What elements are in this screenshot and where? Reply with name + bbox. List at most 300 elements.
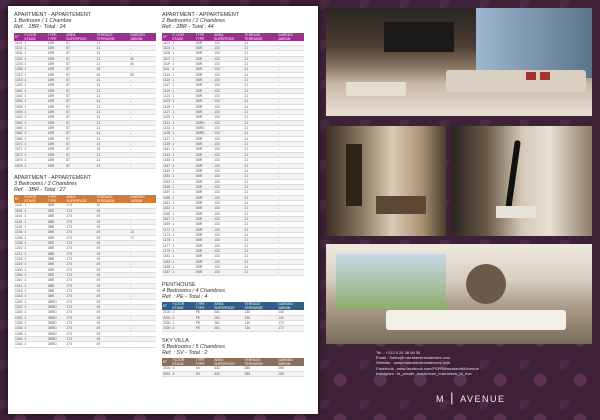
table-cell: 21 bbox=[243, 115, 277, 120]
table-cell: 72 bbox=[129, 235, 156, 240]
table-cell: 130 bbox=[243, 326, 277, 331]
table-cell: 21 bbox=[243, 120, 277, 125]
table-cell: 1173 bbox=[163, 232, 171, 237]
table-cell: 87 bbox=[65, 72, 95, 77]
table-cell: 1147 bbox=[163, 163, 171, 168]
table-cell: 1 bbox=[171, 152, 194, 157]
table-cell: 3BR bbox=[47, 230, 66, 235]
table-cell: 3BR bbox=[47, 203, 66, 208]
table-cell: 133 bbox=[213, 115, 243, 120]
sectional-sofa-shape bbox=[386, 310, 566, 330]
table-cell: 21 bbox=[243, 216, 277, 221]
table-cell: - bbox=[277, 152, 304, 157]
table-cell: - bbox=[277, 110, 304, 115]
table-cell: 1BR bbox=[47, 99, 65, 104]
table-cell: 133 bbox=[213, 158, 243, 163]
table-cell: 3BRD bbox=[47, 342, 66, 347]
table-cell: 29 bbox=[95, 235, 129, 240]
table-cell: 1BR bbox=[47, 131, 65, 136]
table-cell: 1BR bbox=[47, 51, 65, 56]
table-cell: 1 bbox=[171, 147, 194, 152]
table-cell: 21 bbox=[243, 243, 277, 248]
table-cell: 1 bbox=[24, 246, 47, 251]
table-cell: 133 bbox=[213, 195, 243, 200]
table-cell: - bbox=[129, 120, 156, 125]
table-cell: 21 bbox=[243, 265, 277, 270]
table-cell: - bbox=[129, 78, 156, 83]
table-cell: - bbox=[277, 179, 304, 184]
table-cell: 30 bbox=[129, 61, 156, 66]
table-cell: - bbox=[129, 310, 156, 315]
section-title: SKY VILLA bbox=[162, 337, 189, 344]
table-cell: 1109 bbox=[163, 61, 171, 66]
table-cell: 1 bbox=[171, 232, 194, 237]
table-cell: - bbox=[129, 321, 156, 326]
section-ref: Ref. : 1BR - Total : 24 bbox=[14, 24, 66, 31]
table-cell: - bbox=[277, 115, 304, 120]
table-cell: 1BR bbox=[47, 104, 65, 109]
table-cell: 173 bbox=[65, 315, 95, 320]
table-cell: 3BR bbox=[47, 224, 66, 229]
table-cell: 133 bbox=[213, 41, 243, 46]
table-cell: 21 bbox=[95, 163, 129, 168]
table-cell: PE bbox=[195, 310, 213, 315]
table-cell: 3BRD bbox=[47, 331, 66, 336]
section-ref: Ref. : 2BR - Total : 44 bbox=[162, 24, 214, 31]
table-cell: 1BR bbox=[47, 78, 65, 83]
table-cell: 21 bbox=[243, 99, 277, 104]
table-cell: 3BR bbox=[47, 214, 66, 219]
table-cell: - bbox=[129, 110, 156, 115]
table-cell: 21 bbox=[95, 61, 129, 66]
table-cell: - bbox=[129, 67, 156, 72]
table-cell: 1571 bbox=[15, 147, 23, 152]
table-cell: 1210 bbox=[15, 246, 23, 251]
table-cell: 3BR bbox=[47, 283, 66, 288]
table-cell: - bbox=[129, 278, 156, 283]
table-cell: - bbox=[277, 51, 304, 56]
table-cell: - bbox=[277, 232, 304, 237]
table-cell: 1 bbox=[171, 104, 194, 109]
table-cell: 3BRD bbox=[47, 326, 66, 331]
table-cell: 133 bbox=[213, 238, 243, 243]
table-cell: 1 bbox=[171, 265, 194, 270]
table-cell: 21 bbox=[243, 200, 277, 205]
table-cell: 21 bbox=[243, 61, 277, 66]
table-cell: 2BR bbox=[195, 67, 214, 72]
table-cell: 173 bbox=[65, 251, 95, 256]
table-cell: 133 bbox=[213, 211, 243, 216]
table-cell: 1155 bbox=[163, 184, 171, 189]
table-cell: 87 bbox=[65, 152, 95, 157]
table-cell: 1 bbox=[24, 67, 47, 72]
table-cell: 133 bbox=[213, 72, 243, 77]
table-cell: 2BR bbox=[195, 195, 214, 200]
table-cell: 2BR bbox=[195, 211, 214, 216]
table-cell: - bbox=[129, 88, 156, 93]
table-cell: 173 bbox=[65, 256, 95, 261]
table-cell: 1 bbox=[24, 41, 47, 46]
column-header: TYPE TYPE bbox=[195, 302, 213, 310]
table-cell: - bbox=[277, 195, 304, 200]
price-list-page bbox=[8, 6, 318, 414]
table-row bbox=[14, 163, 156, 168]
price-section bbox=[162, 282, 304, 332]
table-cell: 133 bbox=[213, 168, 243, 173]
table-cell: 1BR bbox=[47, 56, 65, 61]
table-cell: 1 bbox=[24, 56, 47, 61]
table-cell: 133 bbox=[213, 136, 243, 141]
column-header: TERRACE TERRASSE bbox=[243, 33, 277, 41]
table-cell: - bbox=[277, 259, 304, 264]
table-cell: 432 bbox=[213, 366, 243, 371]
table-cell: - bbox=[129, 163, 156, 168]
table-cell: 133 bbox=[213, 174, 243, 179]
table-cell: 2BR bbox=[195, 168, 214, 173]
table-cell: 2BR bbox=[195, 259, 214, 264]
table-cell: 1BR bbox=[47, 94, 65, 99]
table-cell: 21 bbox=[95, 104, 129, 109]
table-cell: 1185 bbox=[163, 265, 171, 270]
table-cell: 21 bbox=[243, 211, 277, 216]
table-cell: 3BR bbox=[47, 251, 66, 256]
column-header: AREA SUPERFICIE bbox=[213, 302, 243, 310]
table-header-row bbox=[14, 195, 156, 203]
table-cell: 1338 bbox=[15, 331, 23, 336]
table-cell: 1402 bbox=[15, 94, 23, 99]
table-cell: 87 bbox=[65, 115, 95, 120]
table-cell: 133 bbox=[213, 190, 243, 195]
table-cell: 1506 bbox=[15, 110, 23, 115]
table-cell: 21 bbox=[243, 222, 277, 227]
table-cell: - bbox=[277, 131, 304, 136]
table-cell: - bbox=[129, 41, 156, 46]
table-cell: 133 bbox=[213, 83, 243, 88]
table-cell: 1103 bbox=[163, 45, 171, 50]
table-cell: 3BR bbox=[47, 208, 66, 213]
table-cell: 1201 bbox=[15, 56, 23, 61]
table-cell: 1203 bbox=[15, 61, 23, 66]
table-cell: 1318 bbox=[15, 294, 23, 299]
table-cell: 1 bbox=[171, 78, 194, 83]
table-cell: 3BR bbox=[47, 235, 66, 240]
table-cell: - bbox=[129, 158, 156, 163]
table-cell: 21 bbox=[243, 45, 277, 50]
table-cell: 2BR bbox=[195, 249, 214, 254]
table-cell: 1183 bbox=[163, 259, 171, 264]
table-cell: 1BR bbox=[47, 126, 65, 131]
table-cell: 87 bbox=[65, 41, 95, 46]
table-cell: 2BR bbox=[195, 184, 214, 189]
table-cell: 1BR bbox=[47, 88, 65, 93]
table-cell: 1181 bbox=[163, 254, 171, 259]
table-cell: 1322 bbox=[15, 305, 23, 309]
table-cell: 2 bbox=[24, 342, 47, 347]
table-cell: 29 bbox=[95, 321, 129, 326]
table-cell: 21 bbox=[95, 152, 129, 157]
table-cell: 2BR bbox=[195, 243, 214, 248]
table-cell: - bbox=[129, 203, 156, 208]
table-cell: 2 bbox=[24, 326, 47, 331]
table-cell: 173 bbox=[65, 235, 95, 240]
table-cell: 140 bbox=[277, 310, 304, 315]
section-subtitle: 3 Bedrooms / 3 Chambres bbox=[14, 181, 77, 188]
table-cell: 1340 bbox=[15, 337, 23, 342]
table-cell: 1212 bbox=[15, 251, 23, 256]
table-cell: 29 bbox=[95, 230, 129, 235]
table-cell: 1 bbox=[171, 110, 194, 115]
table-cell: 2 bbox=[24, 310, 47, 315]
table-cell: 21 bbox=[95, 131, 129, 136]
table-cell: 140 bbox=[277, 315, 304, 320]
table-cell: 2BR bbox=[195, 110, 214, 115]
table-cell: 1218 bbox=[15, 256, 23, 261]
table-cell: 1308 bbox=[15, 67, 23, 72]
table-cell: - bbox=[129, 51, 156, 56]
column-header: N° bbox=[162, 358, 172, 366]
table-cell: 1320 bbox=[15, 83, 23, 88]
table-cell: - bbox=[277, 206, 304, 211]
table-cell: 29 bbox=[95, 251, 129, 256]
table-cell: 2BR bbox=[195, 227, 214, 232]
wall-art-shape bbox=[466, 264, 506, 304]
column-header: AREA SUPERFICIE bbox=[65, 33, 95, 41]
table-cell: 21 bbox=[243, 195, 277, 200]
table-cell: 87 bbox=[65, 51, 95, 56]
table-cell: 1318 bbox=[15, 78, 23, 83]
table-cell: 1 bbox=[171, 174, 194, 179]
table-cell: 87 bbox=[65, 94, 95, 99]
table-cell: 1 bbox=[171, 238, 194, 243]
console-shape bbox=[376, 196, 426, 214]
table-cell: 3 bbox=[172, 366, 195, 371]
table-cell: 133 bbox=[213, 163, 243, 168]
table-cell: 173 bbox=[65, 321, 95, 326]
right-column bbox=[162, 12, 304, 383]
table-cell: 290 bbox=[277, 366, 304, 371]
table-cell: 1107 bbox=[163, 56, 171, 61]
table-cell: 29 bbox=[95, 326, 129, 331]
table-header-row bbox=[162, 302, 304, 310]
table-cell: - bbox=[277, 142, 304, 147]
table-cell: 1BR bbox=[47, 45, 65, 50]
table-cell: 1 bbox=[171, 168, 194, 173]
table-cell: - bbox=[277, 238, 304, 243]
table-cell: - bbox=[129, 214, 156, 219]
table-cell: 1576 bbox=[15, 158, 23, 163]
table-cell: 1206 bbox=[15, 235, 23, 240]
table-cell: 1115 bbox=[163, 78, 171, 83]
table-cell: SV bbox=[195, 366, 213, 371]
table-cell: - bbox=[277, 211, 304, 216]
table-row bbox=[162, 326, 304, 331]
table-cell: PE bbox=[195, 326, 213, 331]
table-cell: 1 bbox=[24, 83, 47, 88]
table-cell: 133 bbox=[213, 265, 243, 270]
column-header: FLOOR ETAGE bbox=[171, 33, 194, 41]
table-cell: 15 bbox=[95, 142, 129, 147]
table-cell: 30 bbox=[129, 56, 156, 61]
table-cell: 1 bbox=[171, 222, 194, 227]
living-room-photo bbox=[326, 8, 592, 116]
table-cell: 1100 bbox=[15, 203, 23, 208]
table-cell: 1565 bbox=[15, 136, 23, 141]
table-cell: 2 bbox=[24, 136, 47, 141]
table-cell: 21 bbox=[243, 142, 277, 147]
price-section bbox=[14, 175, 156, 348]
table-cell: 87 bbox=[65, 147, 95, 152]
pedestal-shape bbox=[496, 206, 536, 218]
table-cell: 2 bbox=[24, 337, 47, 342]
contact-email[interactable]: Email : Sales@marrakechresidences.com bbox=[376, 355, 451, 361]
table-cell: 2BR bbox=[195, 41, 214, 46]
table-cell: 2 bbox=[172, 326, 195, 331]
table-cell: 281 bbox=[213, 310, 243, 315]
table-cell: 2 bbox=[24, 267, 47, 272]
table-cell: 1149 bbox=[163, 168, 171, 173]
table-cell: 133 bbox=[213, 227, 243, 232]
table-cell: 1165 bbox=[163, 211, 171, 216]
table-cell: 29 bbox=[95, 331, 129, 336]
table-cell: 2 bbox=[24, 120, 47, 125]
table-cell: - bbox=[129, 337, 156, 342]
table-cell: - bbox=[129, 331, 156, 336]
table-cell: - bbox=[129, 246, 156, 251]
table-cell: 2BR bbox=[195, 56, 214, 61]
table-cell: 1BR bbox=[47, 67, 65, 72]
column-header: TERRACE TERRASSE bbox=[243, 302, 277, 310]
table-cell: 21 bbox=[243, 126, 277, 131]
table-cell: 1 bbox=[171, 83, 194, 88]
table-cell: 1BR bbox=[47, 110, 65, 115]
table-cell: 2 bbox=[24, 278, 47, 283]
table-cell: 133 bbox=[213, 131, 243, 136]
table-cell: 3BR bbox=[47, 262, 66, 267]
section-subtitle: 4 Bedrooms / 4 Chambres bbox=[162, 287, 225, 294]
table-cell: 1312 bbox=[15, 72, 23, 77]
table-cell: 2BR bbox=[195, 104, 214, 109]
table-cell: 3BR bbox=[47, 267, 66, 272]
table-cell: 1 bbox=[24, 88, 47, 93]
table-cell: 1310 bbox=[15, 278, 23, 283]
section-heading bbox=[162, 338, 304, 357]
table-cell: 3BRD bbox=[47, 315, 66, 320]
table-cell: 1102 bbox=[15, 40, 23, 45]
table-cell: 87 bbox=[65, 78, 95, 83]
column-header: N° bbox=[14, 195, 24, 203]
table-cell: 281 bbox=[213, 326, 243, 331]
table-cell: 21 bbox=[95, 136, 129, 141]
table-cell: 133 bbox=[213, 243, 243, 248]
table-cell: 1139 bbox=[163, 142, 171, 147]
column-header: TYPE TYPE bbox=[195, 358, 213, 366]
table-cell: 1BR bbox=[47, 61, 65, 66]
table-cell: 87 bbox=[65, 142, 95, 147]
table-cell: 21 bbox=[243, 168, 277, 173]
table-cell: 3BRD bbox=[47, 337, 66, 342]
table-cell: 133 bbox=[213, 206, 243, 211]
table-cell: 21 bbox=[243, 147, 277, 152]
table-row bbox=[162, 270, 304, 275]
table-cell: 1578 bbox=[15, 163, 23, 168]
table-cell: 173 bbox=[65, 214, 95, 219]
price-section bbox=[162, 338, 304, 377]
table-cell: 3BRD bbox=[47, 299, 66, 304]
table-cell: 2BR bbox=[195, 152, 214, 157]
table-cell: 1 bbox=[171, 158, 194, 163]
table-cell: 133 bbox=[213, 270, 243, 275]
table-cell: 1 bbox=[24, 214, 47, 219]
unit-table bbox=[14, 195, 156, 347]
table-cell: 133 bbox=[213, 88, 243, 93]
column-header: GARDEN JARDIN bbox=[277, 302, 304, 310]
table-cell: 281 bbox=[213, 321, 243, 326]
table-cell: 1131 bbox=[163, 120, 171, 125]
contact-instagram[interactable]: Instagram : fs_private_residences_marrakech_M_Ave bbox=[376, 370, 472, 376]
column-header: FLOOR ETAGE bbox=[24, 33, 47, 41]
table-cell: 1224 bbox=[15, 262, 23, 267]
cushion-shape bbox=[526, 72, 536, 80]
table-cell: 1111 bbox=[163, 67, 170, 72]
table-header-row bbox=[162, 358, 304, 366]
table-cell: - bbox=[277, 61, 304, 66]
table-cell: 1 bbox=[171, 120, 194, 125]
table-cell: 1 bbox=[171, 243, 194, 248]
table-cell: - bbox=[277, 120, 304, 125]
table-cell: 173 bbox=[65, 272, 95, 277]
table-cell: 1 bbox=[171, 163, 194, 168]
table-cell: 1159 bbox=[163, 195, 171, 200]
table-cell: 87 bbox=[65, 163, 95, 168]
table-cell: 21 bbox=[95, 115, 129, 120]
table-cell: 173 bbox=[65, 326, 95, 331]
table-cell: 2BR bbox=[195, 206, 214, 211]
contact-website[interactable]: Website : www.marrakechresidences.com bbox=[376, 360, 451, 366]
table-cell: 21 bbox=[243, 206, 277, 211]
table-cell: 1BR bbox=[47, 83, 65, 88]
table-cell: 29 bbox=[95, 305, 129, 310]
table-cell: 281 bbox=[213, 315, 243, 320]
table-cell: - bbox=[277, 190, 304, 195]
table-cell: 2BRD bbox=[195, 126, 214, 131]
table-cell: 1540 bbox=[15, 120, 23, 125]
table-cell: 30 bbox=[129, 72, 156, 77]
table-cell: 1 bbox=[24, 224, 47, 229]
table-cell: 1BR bbox=[47, 120, 65, 125]
column-header: AREA SUPERFICIE bbox=[213, 358, 243, 366]
table-cell: 3BR bbox=[47, 219, 66, 224]
table-cell: - bbox=[129, 152, 156, 157]
table-cell: 21 bbox=[243, 227, 277, 232]
table-cell: 21 bbox=[243, 131, 277, 136]
table-cell: 29 bbox=[95, 278, 129, 283]
table-cell: 1 bbox=[171, 99, 194, 104]
table-cell: - bbox=[277, 67, 304, 72]
table-cell: - bbox=[129, 99, 156, 104]
table-cell: 2 bbox=[24, 262, 47, 267]
table-cell: 1 bbox=[24, 203, 47, 208]
table-cell: 21 bbox=[95, 78, 129, 83]
table-cell: 130 bbox=[243, 321, 277, 326]
table-cell: 290 bbox=[277, 371, 304, 376]
table-cell: 1 bbox=[24, 219, 47, 224]
table-cell: 1 bbox=[171, 136, 194, 141]
table-cell: - bbox=[129, 208, 156, 213]
contact-facebook[interactable]: Facebook : www.facebook.com/FSPRMarrakechMAvenue bbox=[376, 365, 479, 371]
table-cell: 21 bbox=[243, 136, 277, 141]
table-cell: 1113 bbox=[163, 72, 171, 77]
unit-table bbox=[162, 358, 304, 377]
